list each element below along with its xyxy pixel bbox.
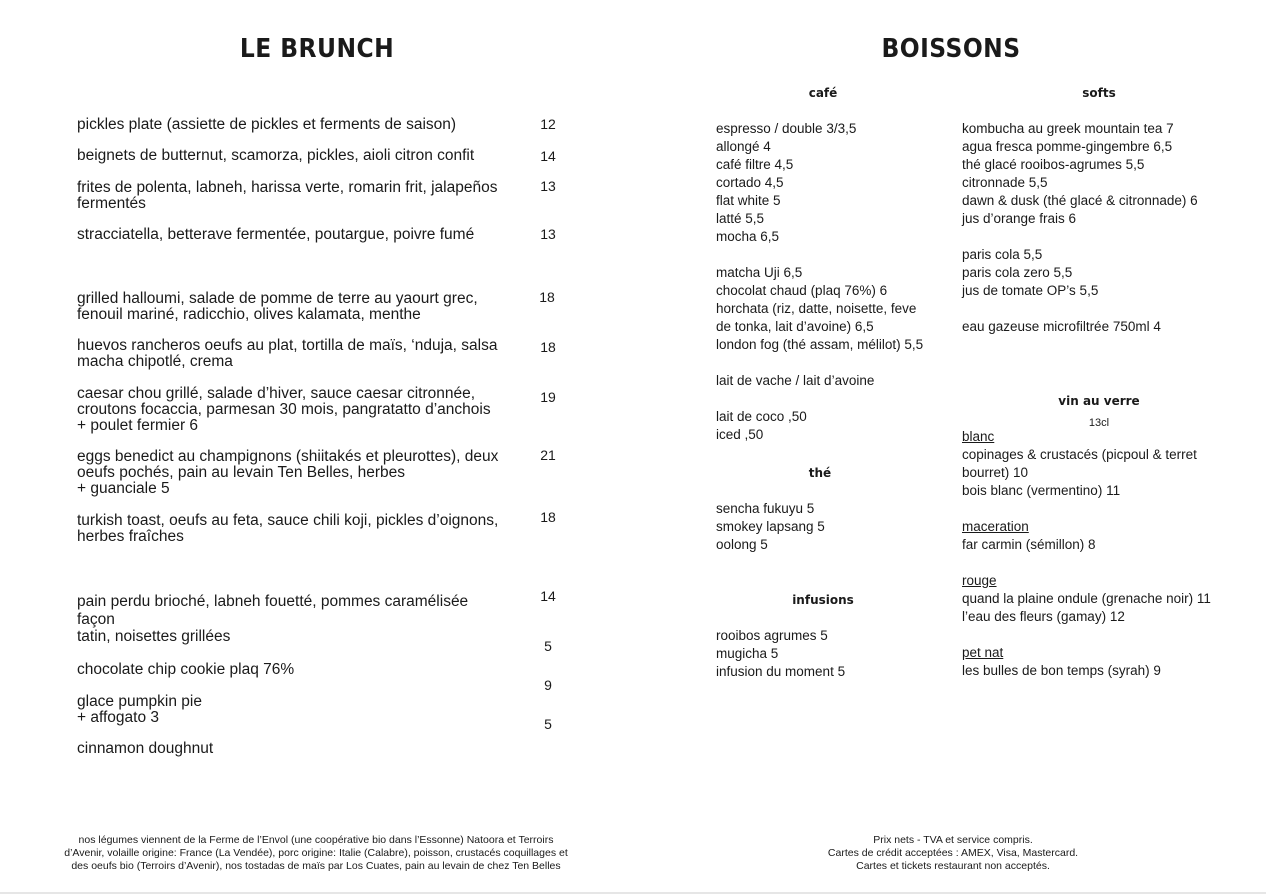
drink-item: mocha 6,5 (716, 229, 780, 244)
menu-item (77, 449, 498, 497)
drink-item: paris cola zero 5,5 (962, 265, 1073, 280)
menu-item (77, 741, 213, 757)
drink-item: paris cola 5,5 (962, 247, 1043, 262)
item-line: + guanciale 5 (77, 480, 170, 497)
drink-item: chocolat chaud (plaq 76%) 6 (716, 283, 888, 298)
item-price: 13 (540, 178, 556, 194)
spacer (716, 354, 923, 372)
menu-item (77, 513, 498, 545)
item-price: 13 (540, 226, 556, 242)
item-price: 18 (539, 289, 555, 305)
item-line: beignets de butternut, scamorza, pickles, aioli citron confit (77, 147, 475, 164)
vin-list (962, 428, 1211, 680)
drink-item: jus de tomate OP’s 5,5 (962, 283, 1099, 298)
softs-heading: softs (1082, 86, 1116, 100)
spacer (716, 390, 923, 408)
item-price: 18 (540, 339, 556, 355)
brunch-title: LE BRUNCH (239, 34, 395, 64)
spacer (962, 500, 1211, 518)
drink-item: lait de coco ,50 (716, 409, 807, 424)
item-line: stracciatella, betterave fermentée, poutargue, poivre fumé (77, 226, 475, 243)
item-line: eggs benedict au champignons (shiitakés et pleurottes), deux (77, 448, 499, 465)
item-price: 14 (540, 588, 556, 604)
drink-item: lait de vache / lait d’avoine (716, 373, 875, 388)
the-list (716, 500, 825, 554)
payment-note (773, 834, 1133, 873)
spacer (716, 246, 923, 264)
drink-item: thé glacé rooibos-agrumes 5,5 (962, 157, 1145, 172)
item-price: 5 (544, 716, 552, 732)
wine-item: bois blanc (vermentino) 11 (962, 483, 1121, 498)
drink-item: allongé 4 (716, 139, 771, 154)
menu-item (77, 117, 456, 133)
menu-item (77, 386, 491, 434)
drink-item: citronnade 5,5 (962, 175, 1048, 190)
item-price: 14 (540, 148, 556, 164)
vin-size: 13cl (1088, 417, 1110, 429)
drink-item: horchata (riz, datte, noisette, feve (716, 301, 917, 316)
item-line: herbes fraîches (77, 528, 184, 545)
drink-item: agua fresca pomme-gingembre 6,5 (962, 139, 1173, 154)
softs-list (962, 120, 1198, 336)
drink-item: de tonka, lait d’avoine) 6,5 (716, 319, 874, 334)
menu-item (77, 148, 474, 164)
drink-item: iced ,50 (716, 427, 764, 442)
footer-line: Cartes de crédit acceptées : AMEX, Visa, Mastercard. (827, 847, 1079, 859)
cafe-list (716, 120, 923, 444)
wine-item: far carmin (sémillon) 8 (962, 537, 1096, 552)
sourcing-note (40, 834, 592, 873)
item-line: + affogato 3 (77, 709, 160, 726)
drink-item: latté 5,5 (716, 211, 765, 226)
menu-item (77, 694, 202, 726)
item-line: macha chipotlé, crema (77, 353, 233, 370)
menu-item (77, 291, 478, 323)
the-heading: thé (808, 466, 832, 480)
item-price: 9 (544, 677, 552, 693)
item-line: fermentés (77, 195, 146, 212)
item-line: croutons focaccia, parmesan 30 mois, pangratatto d’anchois (77, 401, 491, 418)
item-line: huevos rancheros oeufs au plat, tortilla de maïs, ‘nduja, salsa (77, 337, 498, 354)
drink-item: rooibos agrumes 5 (716, 628, 828, 643)
drink-item: smokey lapsang 5 (716, 519, 825, 534)
drink-item: cortado 4,5 (716, 175, 784, 190)
spacer (962, 228, 1198, 246)
infusions-list (716, 627, 845, 681)
vin-heading: vin au verre (1058, 394, 1140, 408)
wine-item: les bulles de bon temps (syrah) 9 (962, 663, 1161, 678)
menu-item (77, 662, 294, 678)
item-line: grilled halloumi, salade de pomme de terre au yaourt grec, (77, 290, 478, 307)
spacer (962, 626, 1211, 644)
item-price: 19 (540, 389, 556, 405)
spacer (962, 554, 1211, 572)
drink-item: eau gazeuse microfiltrée 750ml 4 (962, 319, 1161, 334)
drink-item: infusion du moment 5 (716, 664, 846, 679)
drink-item: london fog (thé assam, mélilot) 5,5 (716, 337, 924, 352)
blanc-label: blanc (962, 429, 995, 444)
menu-item (77, 180, 497, 212)
spacer (962, 300, 1198, 318)
footer-line: d’Avenir, volaille origine: France (La Vendée), porc origine: Italie (Calabre), poisson, crustacés coquillages et (64, 847, 568, 859)
item-price: 21 (540, 447, 556, 463)
maceration-label: maceration (962, 519, 1029, 534)
menu-item (77, 338, 497, 370)
rouge-label: rouge (962, 573, 997, 588)
petnat-label: pet nat (962, 645, 1004, 660)
drink-item: mugicha 5 (716, 646, 779, 661)
menu-item (77, 227, 474, 243)
item-line: cinnamon doughnut (77, 740, 214, 757)
cafe-heading: café (808, 86, 838, 100)
drink-item: flat white 5 (716, 193, 781, 208)
wine-item: quand la plaine ondule (grenache noir) 11 (962, 591, 1211, 606)
drink-item: sencha fukuyu 5 (716, 501, 815, 516)
item-line: façon (77, 610, 115, 628)
wine-item: l’eau des fleurs (gamay) 12 (962, 609, 1125, 624)
drink-item: oolong 5 (716, 537, 768, 552)
menu-item (77, 593, 468, 646)
drink-item: kombucha au greek mountain tea 7 (962, 121, 1174, 136)
wine-item: copinages & crustacés (picpoul & terret (962, 447, 1197, 462)
item-line: frites de polenta, labneh, harissa verte, romarin frit, jalapeños (77, 179, 498, 196)
item-line: chocolate chip cookie plaq 76% (77, 661, 295, 678)
item-line: caesar chou grillé, salade d’hiver, sauce caesar citronnée, (77, 385, 476, 402)
item-line: pain perdu brioché, labneh fouetté, pommes caramélisée (77, 593, 469, 610)
item-line: glace pumpkin pie (77, 693, 202, 710)
item-line: turkish toast, oeufs au feta, sauce chili koji, pickles d’oignons, (77, 512, 499, 529)
footer-line: Cartes et tickets restaurant non acceptés. (856, 860, 1050, 872)
infusions-heading: infusions (792, 593, 854, 607)
drink-item: dawn & dusk (thé glacé & citronnade) 6 (962, 193, 1198, 208)
wine-item: bourret) 10 (962, 465, 1029, 480)
item-line: oeufs pochés, pain au levain Ten Belles, herbes (77, 464, 406, 481)
item-line: pickles plate (assiette de pickles et ferments de saison) (77, 116, 457, 133)
footer-line: Prix nets - TVA et service compris. (873, 834, 1033, 846)
item-price: 12 (540, 116, 556, 132)
boissons-title: BOISSONS (881, 34, 1021, 64)
drink-item: espresso / double 3/3,5 (716, 121, 857, 136)
item-line: + poulet fermier 6 (77, 417, 199, 434)
drink-item: jus d’orange frais 6 (962, 211, 1077, 226)
item-line: tatin, noisettes grillées (77, 628, 231, 645)
item-price: 5 (544, 638, 552, 654)
item-line: fenouil mariné, radicchio, olives kalamata, menthe (77, 306, 421, 323)
footer-line: des oeufs bio (Terroirs d’Avenir), nos tostadas de maïs par Los Cuates, pain au levain de chez Ten Belles (71, 860, 561, 872)
footer-line: nos légumes viennent de la Ferme de l’Envol (une coopérative bio dans l’Essonne) Natoora et Terroirs (78, 834, 554, 846)
drink-item: matcha Uji 6,5 (716, 265, 803, 280)
item-price: 18 (540, 509, 556, 525)
drink-item: café filtre 4,5 (716, 157, 794, 172)
